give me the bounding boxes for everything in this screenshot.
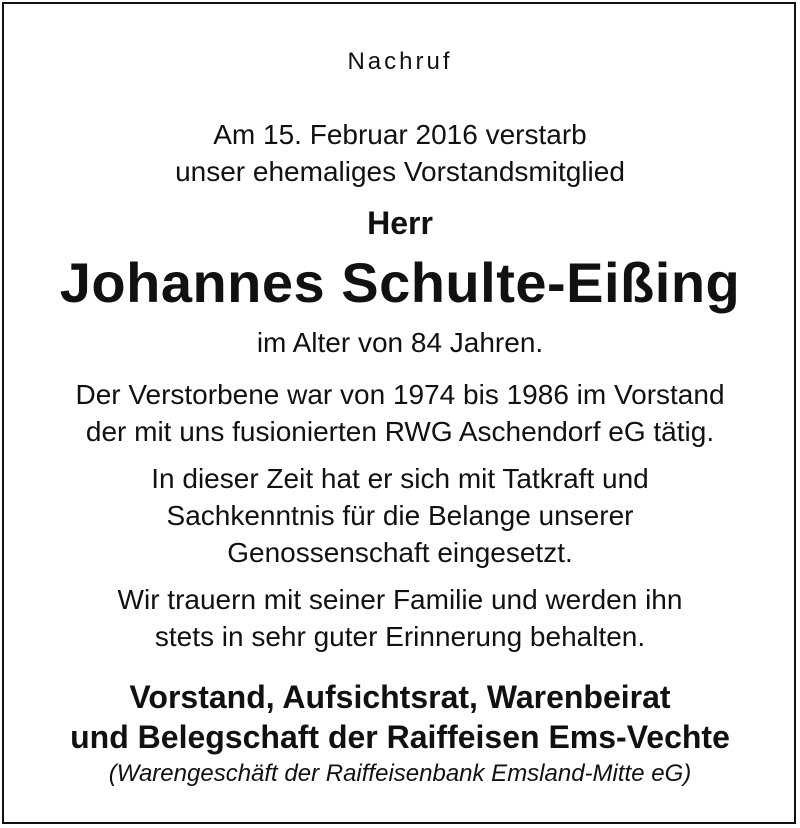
signature-subline: (Warengeschäft der Raiffeisenbank Emsland-Mitte eG) [108,760,692,787]
paragraph2-line-3: Genossenschaft eingesetzt. [227,537,573,568]
paragraph1-line-2: der mit uns fusionierten RWG Aschendorf eG tätig. [85,416,715,447]
paragraph2-line-2: Sachkenntnis für die Belange unserer [166,500,634,531]
notice-heading: Nachruf [347,48,453,75]
paragraph3-line-1: Wir trauern mit seiner Familie und werden ihn [117,584,683,615]
paragraph2-line-1: In dieser Zeit hat er sich mit Tatkraft und [151,463,649,494]
signature-line-2: und Belegschaft der Raiffeisen Ems-Vechte [70,719,730,755]
salutation: Herr [367,205,433,241]
deceased-name: Johannes Schulte-Eißing [59,251,741,314]
age-line: im Alter von 84 Jahren. [256,327,544,358]
paragraph3-line-2: stets in sehr guter Erinnerung behalten. [154,621,646,652]
intro-line-2: unser ehemaliges Vorstandsmitglied [175,156,625,187]
signature-line-1: Vorstand, Aufsichtsrat, Warenbeirat [129,679,671,715]
paragraph1-line-1: Der Verstorbene war von 1974 bis 1986 im Vorstand [75,379,725,410]
intro-line-1: Am 15. Februar 2016 verstarb [213,119,587,150]
